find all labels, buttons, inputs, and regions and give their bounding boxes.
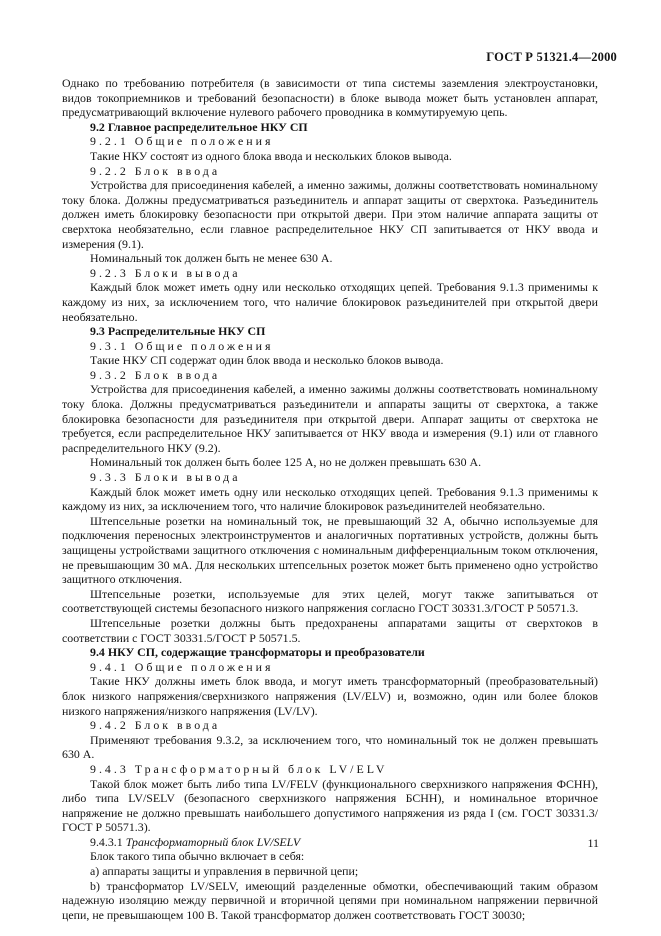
paragraph: Такой блок может быть либо типа LV/FELV (функционального сверхнизкого напряжения ФСНН), либо типа LV/SELV (безопасного сверхнизкого напряжения БСНН), и номинальное вторичное напряжение не должно превышать наибольшего допустимого напряжения из ряда I (см. ГОСТ 30331.3/ГОСТ Р 50571.3). xyxy=(62,776,598,835)
subsection-title: Трансформаторный блок LV/SELV xyxy=(125,834,301,849)
subsection-heading-9-2-3: 9.2.3 Блоки вывода xyxy=(90,265,241,280)
paragraph: Такие НКУ состоят из одного блока ввода и нескольких блоков вывода. xyxy=(90,148,452,163)
subsection-heading-9-4-2: 9.4.2 Блок ввода xyxy=(90,718,221,733)
paragraph: Такие НКУ должны иметь блок ввода, и могут иметь трансформаторный (преобразовательный) блок низкого напряжения/сверхнизкого напряжения (LV/ELV) и, возможно, один или более блоков низкого напряжения/низкого напряжения (LV/LV). xyxy=(62,674,598,718)
subsection-number: 9.4.3.1 xyxy=(90,834,123,849)
subsection-heading-9-3-1: 9.3.1 Общие положения xyxy=(90,338,274,353)
subsection-heading-9-4-1: 9.4.1 Общие положения xyxy=(90,659,274,674)
document-body xyxy=(62,76,598,922)
section-heading-9-4: 9.4 НКУ СП, содержащие трансформаторы и преобразователи xyxy=(90,645,425,660)
list-item-b: b) трансформатор LV/SELV, имеющий разделенные обмотки, обеспечивающий таким образом надежную изоляцию между первичной и вторичной цепями при номинальном напряжении первичной цепи, не превышающем 100 В. Такой трансформатор должен соответствовать ГОСТ 30030; xyxy=(62,878,598,922)
document-code: ГОСТ Р 51321.4—2000 xyxy=(486,50,617,64)
subsection-heading-9-2-1: 9.2.1 Общие положения xyxy=(90,134,274,149)
paragraph: Штепсельные розетки должны быть предохранены аппаратами защиты от сверхтоков в соответствии с ГОСТ 30331.5/ГОСТ Р 50571.5. xyxy=(62,615,598,645)
list-item-a: а) аппараты защиты и управления в первичной цепи; xyxy=(90,864,359,879)
subsection-heading-9-4-3: 9.4.3 Трансформаторный блок LV/ELV xyxy=(90,761,388,776)
subsection-heading-9-4-3-1 xyxy=(62,835,598,850)
paragraph: Номинальный ток должен быть более 125 А, но не должен превышать 630 А. xyxy=(90,455,482,470)
subsection-heading-9-3-3: 9.3.3 Блоки вывода xyxy=(90,470,241,485)
paragraph: Такие НКУ СП содержат один блок ввода и несколько блоков вывода. xyxy=(90,353,444,368)
paragraph: Номинальный ток должен быть не менее 630 А. xyxy=(90,251,333,266)
paragraph: Каждый блок может иметь одну или несколько отходящих цепей. Требования 9.1.3 применимы к каждому из них, за исключением того, что наличие блокировок разъединителей необязательно. xyxy=(62,484,598,514)
paragraph: Каждый блок может иметь одну или несколько отходящих цепей. Требования 9.1.3 применимы к каждому из них, за исключением того, что наличие блокировок разъединителей при открытой двери необязательно. xyxy=(62,280,598,324)
section-heading-9-3: 9.3 Распределительные НКУ СП xyxy=(90,324,266,339)
paragraph: Устройства для присоединения кабелей, а именно зажимы, должны соответствовать номинальному току блока. Должны предусматриваться разъединитель и аппарат защиты от сверхтока. Разъединитель должен иметь блокировку безопасности при открытой двери. При этом наличие аппарата защиты от сверхтока необязательно, если главное распределительное НКУ СП запитывается от НКУ ввода и измерения (9.1). xyxy=(62,178,598,251)
paragraph: Применяют требования 9.3.2, за исключением того, что номинальный ток не должен превышать 630 А. xyxy=(62,732,598,762)
page-number: 11 xyxy=(587,836,599,850)
paragraph: Штепсельные розетки на номинальный ток, не превышающий 32 А, обычно используемые для подключения переносных электроинструментов и аналогичных портативных устройств, должны быть защищены устройствами защитного отключения с номинальным дифференциальным током отключения, не превышающим 30 мА. Для нескольких штепсельных розеток может быть применено одно устройство защитного отключения. xyxy=(62,513,598,587)
paragraph: Блок такого типа обычно включает в себя: xyxy=(90,849,305,864)
paragraph: Штепсельные розетки, используемые для этих целей, могут также запитываться от соответствующей системы безопасного низкого напряжения согласно ГОСТ 30331.3/ГОСТ Р 50571.3. xyxy=(62,586,598,616)
paragraph: Однако по требованию потребителя (в зависимости от типа системы заземления электроустановки, видов токоприемников и требований безопасности) в блоке вывода может быть установлен аппарат, предусматривающий включение нулевого рабочего проводника в коммутируемую цепь. xyxy=(62,76,598,120)
section-heading-9-2: 9.2 Главное распределительное НКУ СП xyxy=(90,119,308,134)
subsection-heading-9-2-2: 9.2.2 Блок ввода xyxy=(90,163,221,178)
subsection-heading-9-3-2: 9.3.2 Блок ввода xyxy=(90,367,221,382)
paragraph: Устройства для присоединения кабелей, а именно зажимы должны соответствовать номинальному току блока. Должны предусматриваться разъединители и аппараты защиты от сверхтока, а также блокировка безопасности для разъединителя при открытой двери. Аппарат защиты от сверхтока не требуется, если распределительное НКУ запитывается от НКУ ввода и измерения (9.1) или от главного распределительного НКУ (9.2). xyxy=(62,382,598,455)
